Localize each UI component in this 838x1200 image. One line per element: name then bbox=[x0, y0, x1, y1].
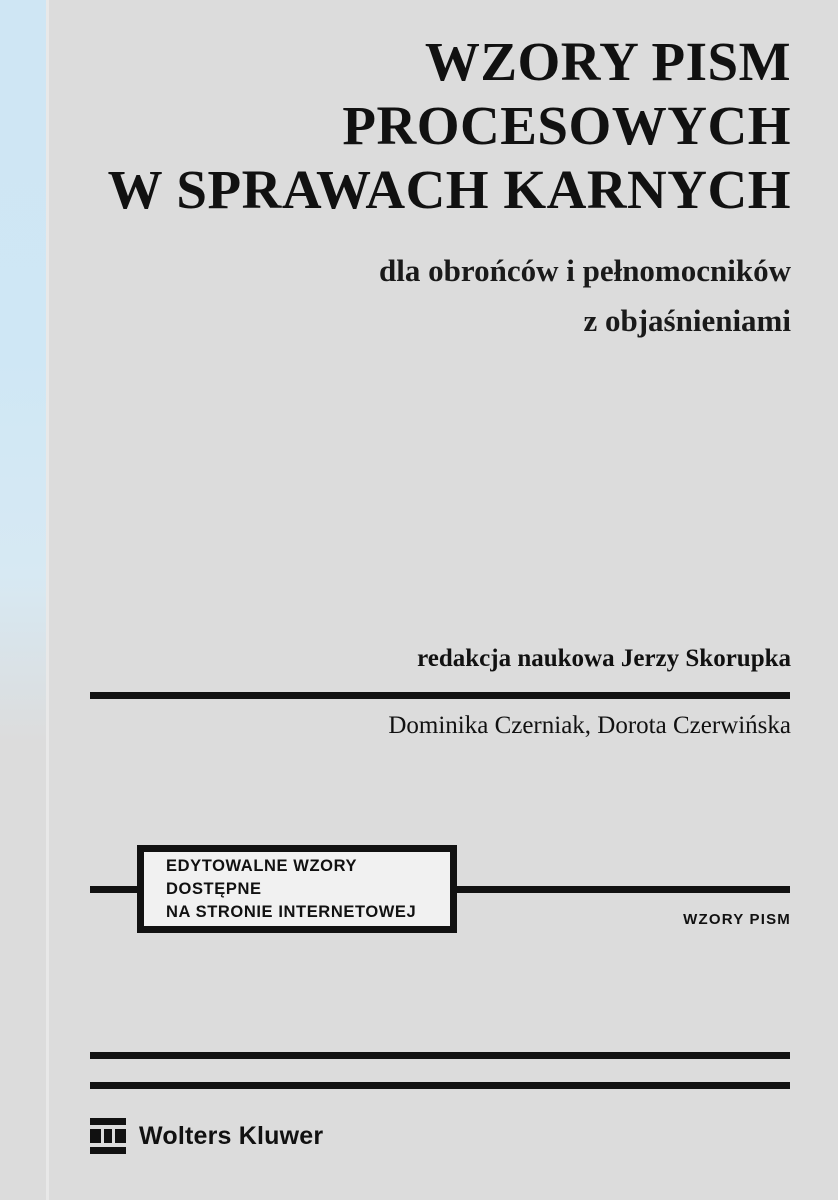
spine-accent-strip bbox=[0, 0, 46, 1200]
editor-credit bbox=[91, 645, 791, 673]
authors-names: Dominika Czerniak, Dorota Czerwińska bbox=[388, 712, 791, 739]
subtitle-line-2: z objaśnieniami bbox=[583, 303, 791, 338]
authors-credit bbox=[91, 712, 791, 740]
title-line-1: WZORY PISM bbox=[424, 31, 791, 92]
divider-rule-top bbox=[90, 692, 790, 699]
badge-line-2: NA STRONIE INTERNETOWEJ bbox=[166, 902, 417, 921]
editor-name: redakcja naukowa Jerzy Skorupka bbox=[417, 645, 791, 672]
title-line-2: PROCESOWYCH bbox=[342, 95, 791, 156]
page-subtitle bbox=[91, 246, 791, 346]
page-title bbox=[91, 30, 791, 346]
title-line-3: W SPRAWACH KARNYCH bbox=[107, 159, 791, 220]
publisher-name: Wolters Kluwer bbox=[139, 1121, 324, 1150]
subtitle-line-1: dla obrońców i pełnomocników bbox=[379, 253, 791, 288]
divider-rule-lower-1 bbox=[90, 1052, 790, 1059]
divider-rule-lower-2 bbox=[90, 1082, 790, 1089]
series-label: WZORY PISM bbox=[683, 911, 791, 928]
status-badge bbox=[137, 845, 457, 933]
publisher-logo bbox=[90, 1118, 323, 1154]
cover-content bbox=[49, 0, 838, 1200]
wolters-kluwer-mark-icon bbox=[90, 1118, 126, 1154]
badge-line-1: EDYTOWALNE WZORY DOSTĘPNE bbox=[166, 856, 357, 898]
